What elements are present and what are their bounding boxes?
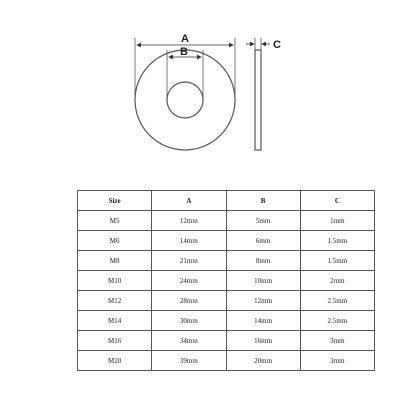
cell-c: 2mm: [300, 271, 374, 291]
washer-side-view: [255, 50, 261, 150]
dimension-a-label: A: [181, 33, 189, 45]
cell-a: 12mm: [152, 211, 226, 231]
cell-c: 3mm: [300, 331, 374, 351]
cell-size: M10: [78, 271, 152, 291]
washer-size-table: [77, 190, 375, 371]
header-c: C: [300, 191, 374, 211]
cell-a: 30mm: [152, 311, 226, 331]
table-row: [78, 211, 375, 231]
table-row: [78, 331, 375, 351]
cell-c: 3mm: [300, 351, 374, 371]
table-row: [78, 351, 375, 371]
table-header-row: [78, 191, 375, 211]
cell-size: M5: [78, 211, 152, 231]
header-size: Size: [78, 191, 152, 211]
dimension-b-label: B: [180, 46, 188, 58]
cell-c: 1.5mm: [300, 231, 374, 251]
table-row: [78, 291, 375, 311]
cell-a: 24mm: [152, 271, 226, 291]
table-row: [78, 251, 375, 271]
washer-diagram: [0, 0, 400, 170]
cell-size: M8: [78, 251, 152, 271]
cell-c: 2.5mm: [300, 311, 374, 331]
cell-b: 8mm: [226, 251, 300, 271]
cell-b: 10mm: [226, 271, 300, 291]
washer-inner-hole: [167, 82, 203, 118]
cell-a: 28mm: [152, 291, 226, 311]
cell-a: 34mm: [152, 331, 226, 351]
cell-size: M16: [78, 331, 152, 351]
cell-c: 2.5mm: [300, 291, 374, 311]
header-b: B: [226, 191, 300, 211]
table-row: [78, 311, 375, 331]
cell-b: 16mm: [226, 331, 300, 351]
cell-b: 6mm: [226, 231, 300, 251]
table-row: [78, 231, 375, 251]
washer-outer-circle: [135, 50, 235, 150]
cell-a: 14mm: [152, 231, 226, 251]
cell-c: 1mm: [300, 211, 374, 231]
cell-a: 21mm: [152, 251, 226, 271]
cell-c: 1.5mm: [300, 251, 374, 271]
cell-b: 5mm: [226, 211, 300, 231]
cell-size: M6: [78, 231, 152, 251]
cell-size: M14: [78, 311, 152, 331]
cell-b: 20mm: [226, 351, 300, 371]
cell-size: M12: [78, 291, 152, 311]
table-row: [78, 271, 375, 291]
cell-size: M20: [78, 351, 152, 371]
cell-b: 14mm: [226, 311, 300, 331]
header-a: A: [152, 191, 226, 211]
cell-a: 39mm: [152, 351, 226, 371]
dimension-c-label: C: [273, 39, 281, 51]
cell-b: 12mm: [226, 291, 300, 311]
